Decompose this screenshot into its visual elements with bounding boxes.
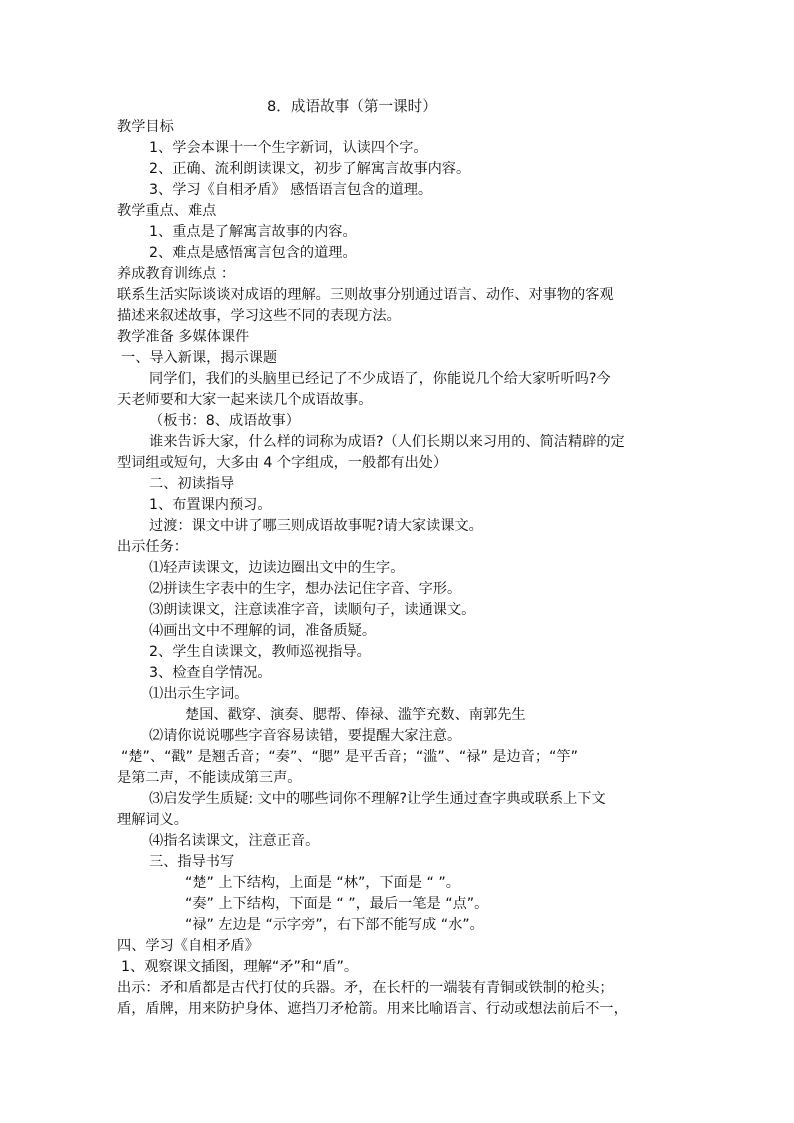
heading-key-points: 教学重点、难点	[117, 203, 217, 219]
text-line: ⑷画出文中不理解的词，准备质疑。	[149, 623, 377, 639]
text-line: ⑵请你说说哪些字音容易读错，要提醒大家注意。	[149, 728, 462, 744]
text-line: ⑵拼读生字表中的生字，想办法记住字音、字形。	[149, 581, 462, 597]
heading-objectives: 教学目标	[117, 119, 174, 135]
text-line: 2、难点是感悟寓言包含的道理。	[149, 245, 357, 261]
text-line: ⑴出示生字词。	[149, 686, 249, 702]
vocab-line: 楚国、戳穿、演奏、腮帮、俸禄、滥竽充数、南郭先生	[185, 707, 526, 723]
text-line: “楚”、“戳” 是翘舌音；“奏”、“腮” 是平舌音；“滥”、“禄” 是边音；“竽”	[121, 749, 578, 765]
text-line: 描述来叙述故事，学习这些不同的表现方法。	[117, 308, 401, 324]
section-heading: 四、学习《自相矛盾》	[117, 938, 259, 954]
text-line: 盾，盾牌，用来防护身体、遮挡刀矛枪箭。用来比喻语言、行动或想法前后不一，	[117, 1001, 628, 1017]
text-line: ⑶朗读课文，注意读准字音，读顺句子，读通课文。	[149, 602, 476, 618]
text-line: 1、观察课文插图，理解“矛”和“盾”。	[121, 959, 359, 975]
text-line: 联系生活实际谈谈对成语的理解。三则故事分别通过语言、动作、对事物的客观	[117, 287, 614, 303]
text-line: “楚” 上下结构，上面是 “林”，下面是 “ ”。	[185, 875, 460, 891]
text-line: 2、学生自读课文，教师巡视指导。	[149, 644, 371, 660]
section-heading: 三、指导书写	[149, 854, 235, 870]
text-line: “禄” 左边是 “示字旁”，右下部不能写成 “水”。	[185, 917, 484, 933]
text-line: 型词组或短句，大多由 4 个字组成，一般都有出处）	[117, 455, 448, 471]
section-heading: 一、导入新课，揭示课题	[121, 350, 278, 366]
text-line: （板书：8、成语故事）	[149, 413, 300, 429]
text-line: 是第二声，不能读成第三声。	[117, 770, 302, 786]
heading-preparation: 教学准备 多媒体课件	[117, 329, 250, 345]
text-line: 同学们，我们的头脑里已经记了不少成语了，你能说几个给大家听听吗?今	[149, 371, 611, 387]
text-line: 3、检查自学情况。	[149, 665, 272, 681]
text-line: ⑴轻声读课文，边读边圈出文中的生字。	[149, 560, 405, 576]
text-line: 1、重点是了解寓言故事的内容。	[149, 224, 357, 240]
text-line: 1、布置课内预习。	[149, 497, 272, 513]
section-heading: 二、初读指导	[149, 476, 235, 492]
text-line: 出示任务：	[117, 539, 188, 555]
text-line: 过渡：课文中讲了哪三则成语故事呢?请大家读课文。	[149, 518, 483, 534]
text-line: 谁来告诉大家，什么样的词称为成语?（人们长期以来习用的、简洁精辟的定	[149, 434, 625, 450]
text-line: 出示：矛和盾都是古代打仗的兵器。矛，在长杆的一端装有青铜或铁制的枪头；	[117, 980, 614, 996]
heading-training-point: 养成教育训练点 ：	[117, 266, 236, 282]
text-line: 3、学习《自相矛盾》 感悟语言包含的道理。	[149, 182, 433, 198]
text-line: “奏” 上下结构，下面是 “ ”，最后一笔是 “点”。	[185, 896, 489, 912]
text-line: 1、学会本课十一个生字新词，认读四个字。	[149, 140, 428, 156]
text-line: 理解词义。	[117, 812, 188, 828]
text-line: ⑷指名读课文，注意正音。	[149, 833, 320, 849]
text-line: ⑶启发学生质疑: 文中的哪些词你不理解?让学生通过查字典或联系上下文	[149, 791, 606, 807]
text-line: 2、正确、流利朗读课文，初步了解寓言故事内容。	[149, 161, 471, 177]
text-line: 天老师要和大家一起来读几个成语故事。	[117, 392, 373, 408]
page-title: 8．成语故事（第一课时）	[267, 98, 437, 115]
